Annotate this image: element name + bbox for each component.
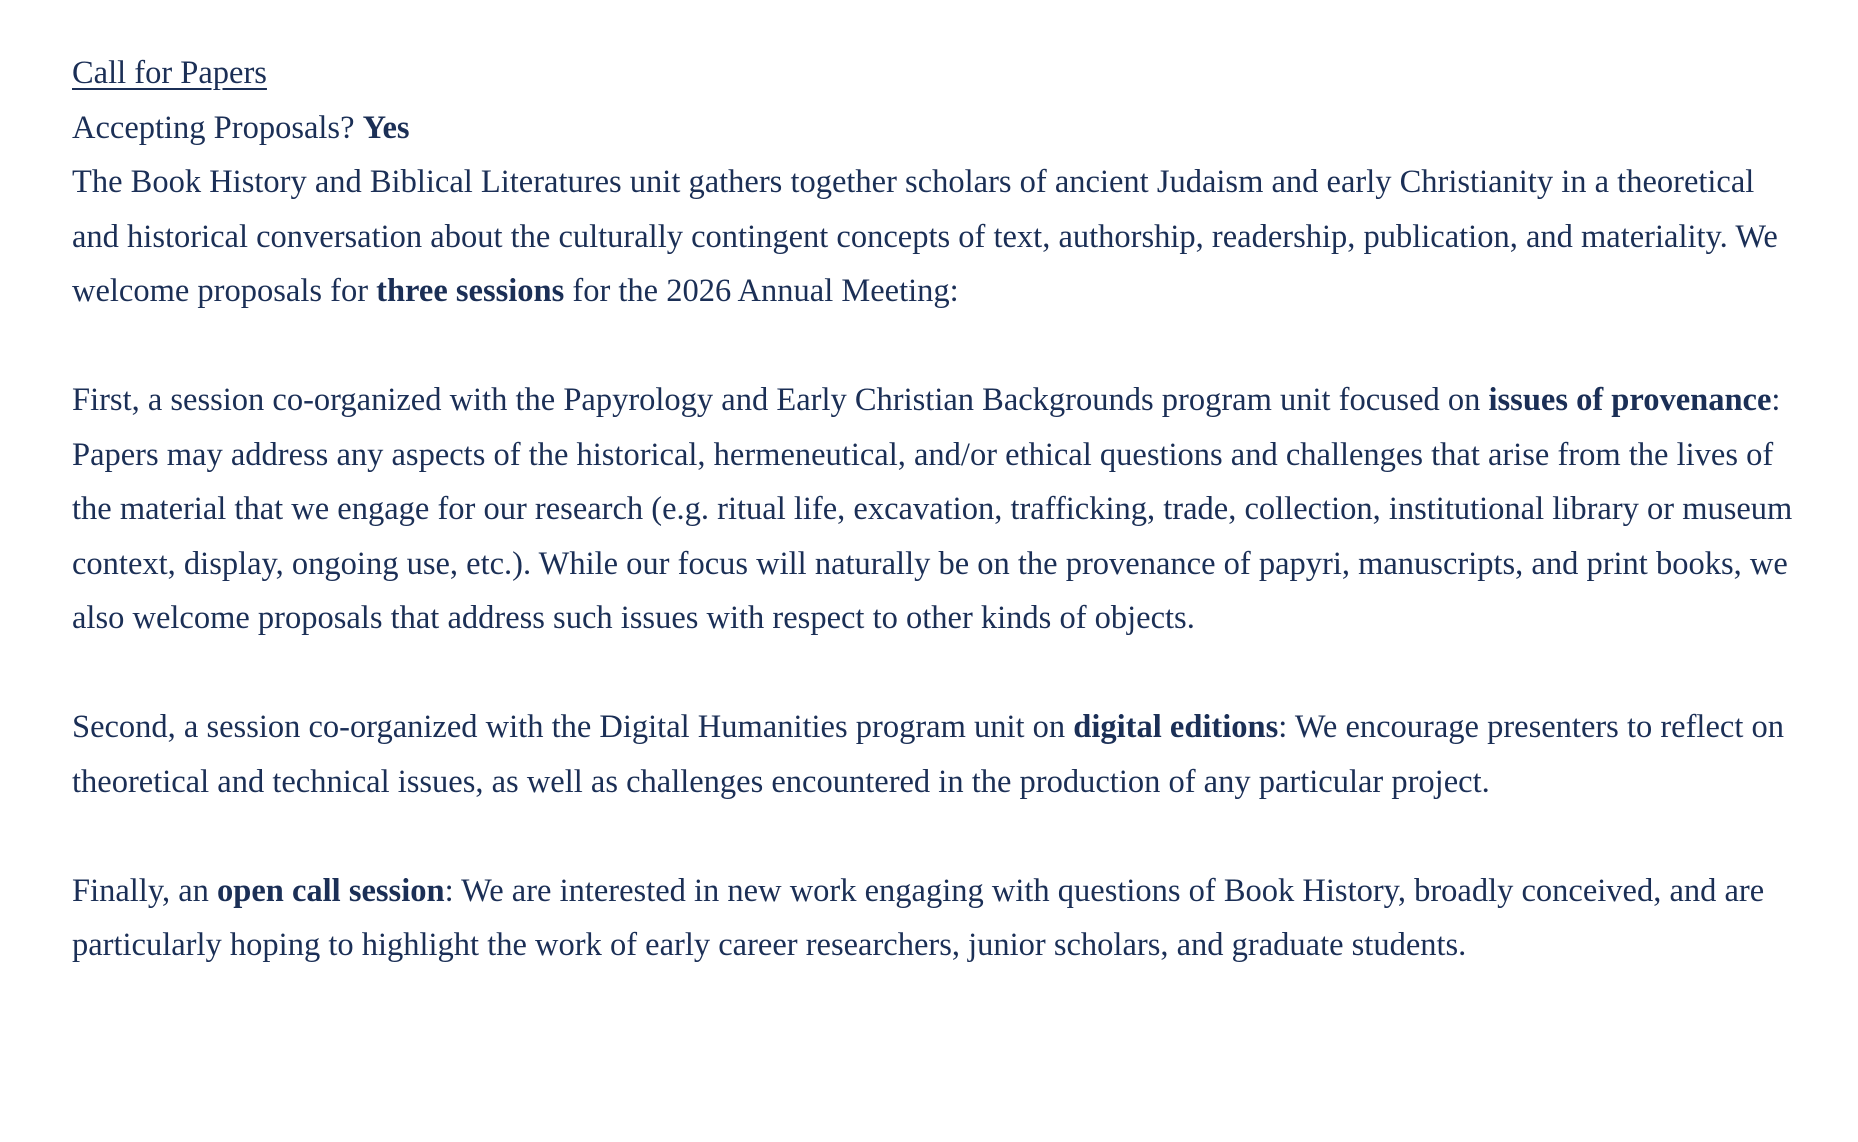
session-description: : We are interested in new work engaging with questions of Book History, broadly conceived, and are particularly hoping to highlight the work of early career researchers, junior scholars, and graduate students. <box>72 872 1765 963</box>
intro-paragraph <box>72 155 1798 319</box>
call-for-papers-link[interactable]: Call for Papers <box>72 55 267 91</box>
session-title: issues of provenance <box>1488 382 1772 418</box>
intro-text-after: for the 2026 Annual Meeting: <box>564 273 959 309</box>
session-digital-editions-paragraph <box>72 700 1798 809</box>
session-lead: Finally, an <box>72 872 218 909</box>
paragraph-spacer <box>72 809 1798 864</box>
session-description: : We encourage presenters to reflect on theoretical and technical issues, as well as challenges encountered in the production of any particular project. <box>72 709 1784 800</box>
intro-bold: three sessions <box>376 273 565 309</box>
accepting-proposals-line <box>72 101 1798 156</box>
session-title: digital editions <box>1073 709 1279 745</box>
accepting-proposals-label: Accepting Proposals? <box>72 109 355 146</box>
session-open-call-paragraph <box>72 864 1798 973</box>
session-provenance-paragraph <box>72 373 1798 646</box>
session-lead: First, a session co-organized with the Papyrology and Early Christian Backgrounds program unit focused on <box>72 382 1489 418</box>
paragraph-spacer <box>72 319 1798 374</box>
accepting-proposals-value: Yes <box>362 109 410 146</box>
session-title: open call session <box>217 872 445 909</box>
intro-text-before: The Book History and Biblical Literatures unit gathers together scholars of ancient Judaism and early Christianity in a theoretical and historical conversation about the culturally contingent concepts of text, authorship, readership, publication, and materiality. We welcome proposals for <box>72 164 1778 309</box>
session-lead: Second, a session co-organized with the Digital Humanities program unit on <box>72 709 1074 745</box>
session-description: : Papers may address any aspects of the historical, hermeneutical, and/or ethical questions and challenges that arise from the lives of the material that we engage for our research (e.g. ritual life, excavation, trafficking, trade, collection, institutional library or museum context, display, ongoing use, etc.). While our focus will naturally be on the provenance of papyri, manuscripts, and print books, we also welcome proposals that address such issues with respect to other kinds of objects. <box>72 382 1793 636</box>
paragraph-spacer <box>72 646 1798 701</box>
